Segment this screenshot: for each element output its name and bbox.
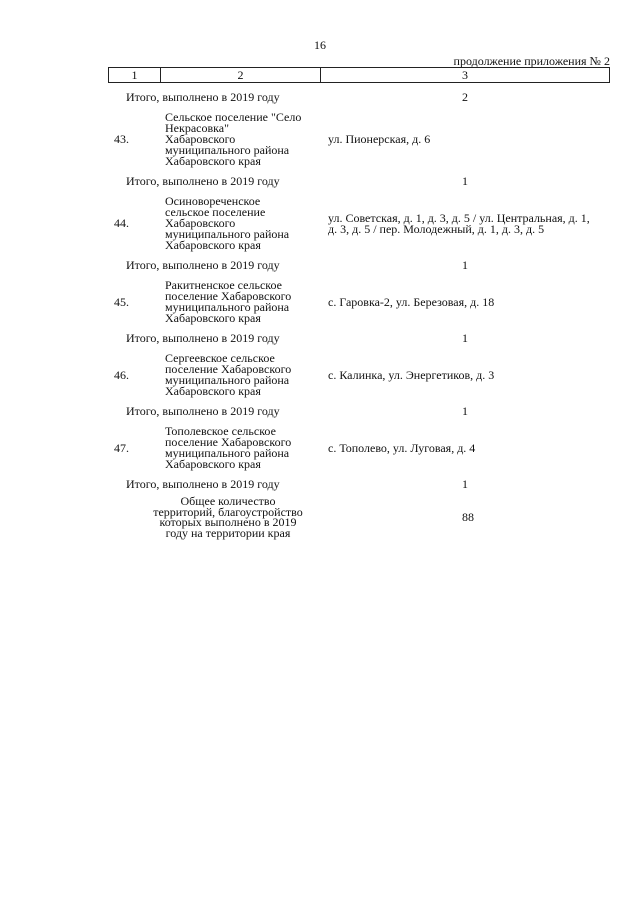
- summary-label-line: Общее количество: [180, 494, 276, 508]
- settlement-name: [160, 280, 320, 324]
- settlement-name-line: Хабаровского края: [165, 384, 261, 398]
- total-row: [108, 402, 610, 421]
- appendix-continuation-note: продолжение приложения № 2: [453, 54, 610, 68]
- settlement-name-line: Хабаровского края: [165, 457, 261, 471]
- total-value: 1: [462, 258, 468, 272]
- settlement-name: [160, 196, 320, 251]
- total-label: Итого, выполнено в 2019 году: [126, 90, 280, 104]
- address: [320, 440, 610, 455]
- total-row: [108, 172, 610, 191]
- table-row: [108, 275, 610, 329]
- total-label: Итого, выполнено в 2019 году: [126, 404, 280, 418]
- settlement-name-line: муниципального района: [165, 373, 290, 387]
- address: [320, 210, 610, 236]
- column-header-table: [108, 67, 610, 83]
- settlement-name-line: Сергеевское сельское: [165, 351, 275, 365]
- address: [320, 367, 610, 382]
- column-header-2: 2: [161, 68, 321, 83]
- address-line: ул. Советская, д. 1, д. 3, д. 5 / ул. Центральная, д. 1,: [328, 210, 590, 225]
- column-header-3: 3: [321, 68, 610, 83]
- column-header-row: [109, 68, 610, 83]
- total-value: 1: [462, 331, 468, 345]
- settlement-name-line: Хабаровского края: [165, 238, 261, 252]
- settlement-name-line: муниципального района: [165, 446, 290, 460]
- total-value: 1: [462, 477, 468, 491]
- entry-number: 43.: [114, 132, 129, 146]
- total-value: 1: [462, 404, 468, 418]
- settlement-name-line: муниципального района: [165, 143, 290, 157]
- entry-number: 45.: [114, 294, 129, 309]
- address-line: с. Гаровка-2, ул. Березовая, д. 18: [328, 294, 495, 309]
- address-line: с. Калинка, ул. Энергетиков, д. 3: [328, 367, 495, 382]
- settlement-name: [160, 112, 320, 167]
- summary-row: [108, 496, 610, 538]
- table-row: [108, 191, 610, 256]
- column-header-1: 1: [109, 68, 161, 83]
- page-number: 16: [314, 38, 326, 52]
- settlement-name-line: Осиновореченское: [165, 194, 261, 208]
- settlement-name-line: сельское поселение: [165, 205, 266, 219]
- summary-value: 88: [462, 509, 474, 524]
- address-line: ул. Пионерская, д. 6: [328, 132, 431, 146]
- total-row: [108, 475, 610, 494]
- table-row: [108, 348, 610, 402]
- settlement-name: [160, 353, 320, 397]
- entry-number: 46.: [114, 367, 129, 382]
- entry-number: 44.: [114, 216, 129, 230]
- settlement-name-line: Хабаровского края: [165, 154, 261, 168]
- summary-label-line: территорий, благоустройство: [153, 504, 303, 519]
- total-row: [108, 256, 610, 275]
- total-row: [108, 88, 610, 107]
- settlement-name-line: Тополевское сельское: [165, 424, 276, 438]
- settlement-name-line: Сельское поселение "Село: [165, 110, 302, 124]
- address: [320, 294, 610, 309]
- address-line: с. Тополево, ул. Луговая, д. 4: [328, 440, 476, 455]
- entries-list: [108, 107, 610, 494]
- summary-label-line: которых выполнено в 2019: [159, 515, 297, 529]
- table-row: [108, 421, 610, 475]
- total-value: 1: [462, 174, 468, 188]
- settlement-name-line: поселение Хабаровского: [165, 289, 292, 303]
- settlement-name: [160, 426, 320, 470]
- address: [320, 134, 610, 145]
- table-row: [108, 107, 610, 172]
- total-label: Итого, выполнено в 2019 году: [126, 477, 280, 491]
- table-body: [108, 88, 610, 538]
- address-line: д. 3, д. 5 / пер. Молодежный, д. 1, д. 3, д. 5: [328, 221, 545, 236]
- settlement-name-line: поселение Хабаровского: [165, 435, 292, 449]
- settlement-name-line: Хабаровского: [165, 132, 236, 146]
- summary-label-line: году на территории края: [165, 525, 291, 540]
- settlement-name-line: муниципального района: [165, 227, 290, 241]
- settlement-name-line: муниципального района: [165, 300, 290, 314]
- total-label: Итого, выполнено в 2019 году: [126, 258, 280, 272]
- summary-label: [108, 496, 320, 538]
- total-value: 2: [462, 90, 468, 104]
- entry-number: 47.: [114, 440, 129, 455]
- settlement-name-line: Ракитненское сельское: [165, 278, 282, 292]
- settlement-name-line: Некрасовка": [165, 121, 230, 135]
- settlement-name-line: поселение Хабаровского: [165, 362, 292, 376]
- total-row: [108, 329, 610, 348]
- total-label: Итого, выполнено в 2019 году: [126, 174, 280, 188]
- total-label: Итого, выполнено в 2019 году: [126, 331, 280, 345]
- settlement-name-line: Хабаровского края: [165, 311, 261, 325]
- settlement-name-line: Хабаровского: [165, 216, 236, 230]
